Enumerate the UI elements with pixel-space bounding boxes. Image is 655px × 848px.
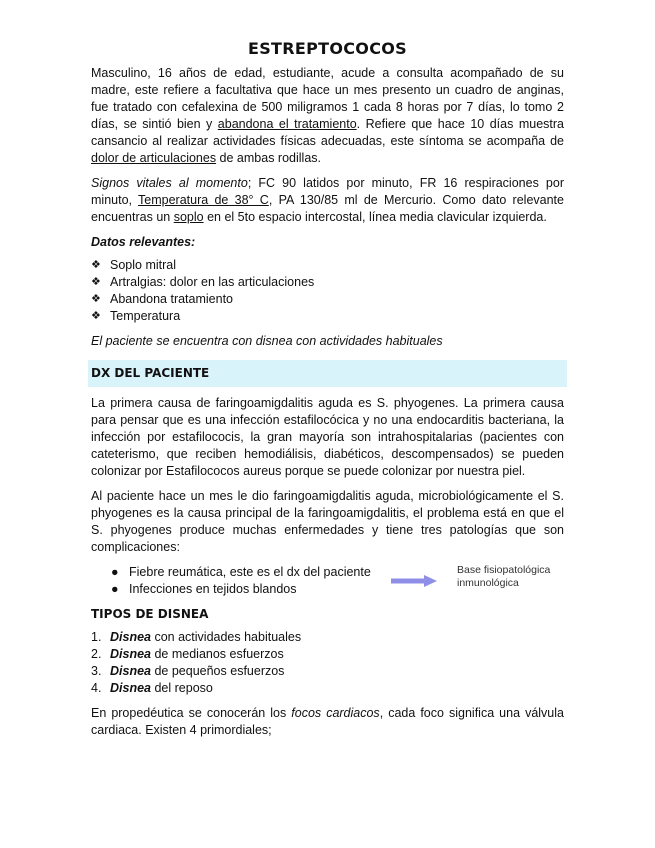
tipos-list: [91, 629, 564, 697]
list-item: ● Fiebre reumática, este es el dx del paciente: [111, 565, 371, 579]
document-page: [91, 40, 564, 747]
tipos-heading: TIPOS DE DISNEA: [91, 607, 209, 621]
complications-block: [91, 564, 564, 600]
underlined-soplo: soplo: [173, 210, 204, 224]
list-item: ❖ Artralgias: dolor en las articulaciones: [91, 275, 315, 289]
bullet-dot-icon: ●: [111, 582, 119, 596]
underlined-abandona: abandona el tratamiento: [217, 117, 357, 131]
list-item: 3. Disnea de pequeños esfuerzos: [91, 664, 285, 678]
list-item: ● Infecciones en tejidos blandos: [111, 582, 297, 596]
dx-paragraph-1: La primera causa de faringoamigdalitis aguda es S. phyogenes. La primera causa para pensar que es una infección estafilocócica y no una endocarditis bacteriana, la infección por estafilococis, la gran mayoría son intrahospitalarias (pacientes con cateterismo, que reciben hemodiálisis, diabéticos, descompensados) se pueden colonizar por Estafilococos aureus porque se puede colonizar por nuestra piel.: [91, 396, 564, 478]
focos-paragraph: En propedéutica se conocerán los focos cardiacos, cada foco significa una válvula cardiaca. Existen 4 primordiales;: [91, 706, 564, 737]
complications-list: [111, 564, 371, 598]
list-item: 2. Disnea de medianos esfuerzos: [91, 647, 284, 661]
datos-heading: Datos relevantes:: [91, 235, 196, 249]
list-item: ❖ Abandona tratamiento: [91, 292, 234, 306]
right-arrow-icon: [391, 575, 437, 587]
list-item: 1. Disnea con actividades habituales: [91, 630, 302, 644]
diamond-bullet-icon: ❖: [91, 310, 101, 322]
underlined-temperatura: Temperatura de 38° C: [138, 193, 269, 207]
diamond-bullet-icon: ❖: [91, 293, 101, 305]
bullet-dot-icon: ●: [111, 565, 119, 579]
list-item: ❖ Soplo mitral: [91, 258, 176, 272]
disnea-note: El paciente se encuentra con disnea con actividades habituales: [91, 334, 443, 348]
dx-section-heading: DX DEL PACIENTE: [88, 360, 567, 387]
dx-paragraph-2: Al paciente hace un mes le dio faringoamigdalitis aguda, microbiológicamente el S. phyogenes es la causa principal de la faringoamigdalitis, el problema está en que el S. phyogenes produce muchas enfermedades y tiene tres patologías que son complicaciones:: [91, 489, 564, 554]
list-item: ❖ Temperatura: [91, 309, 181, 323]
document-title: ESTREPTOCOCOS: [248, 39, 407, 58]
diamond-bullet-icon: ❖: [91, 276, 101, 288]
list-item: 4. Disnea del reposo: [91, 681, 213, 695]
side-annotation: Base fisiopatológica inmunológica: [457, 564, 551, 589]
underlined-dolor: dolor de articulaciones: [91, 151, 217, 165]
vital-signs-paragraph: Signos vitales al momento; FC 90 latidos por minuto, FR 16 respiraciones por minuto, Temperatura de 38° C, PA 130/85 ml de Mercurio. Como dato relevante encuentras un soplo en el 5to espacio intercostal, línea media clavicular izquierda.: [91, 176, 564, 224]
case-paragraph: Masculino, 16 años de edad, estudiante, acude a consulta acompañado de su madre, este refiere a facultativa que hace un mes presento un cuadro de anginas, fue tratado con cefalexina de 500 miligramos 1 cada 8 horas por 7 días, lo tomo 2 días, se sintió bien y abandona el tratamiento. Refiere que hace 10 días muestra cansancio al realizar actividades físicas adecuadas, este síntoma se acompaña de dolor de articulaciones de ambas rodillas.: [91, 66, 564, 165]
datos-list: [91, 257, 564, 325]
diamond-bullet-icon: ❖: [91, 259, 101, 271]
